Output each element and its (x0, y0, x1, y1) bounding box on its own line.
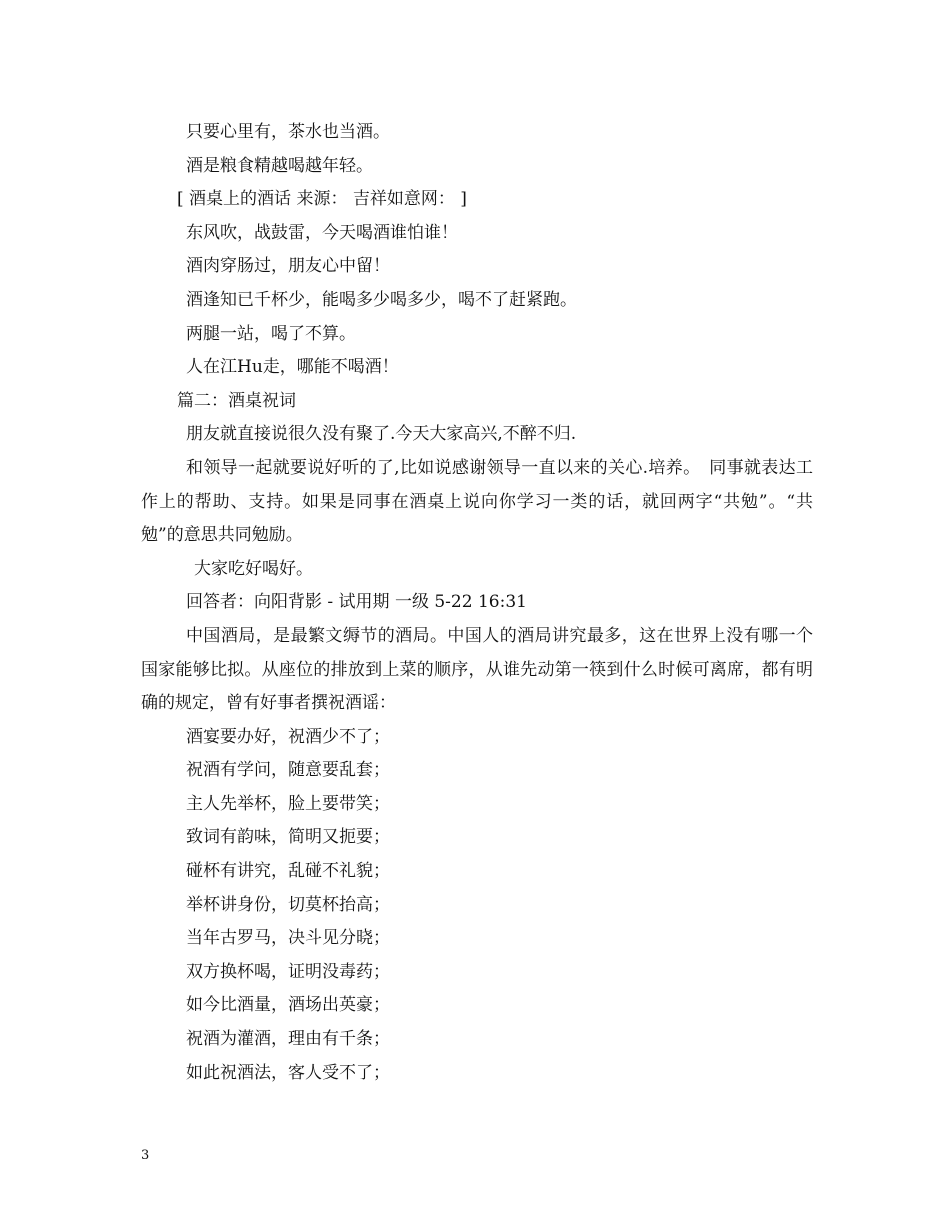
text-line: 只要心里有，茶水也当酒。 (186, 122, 390, 142)
verse-line: 双方换杯喝，证明没毒药； (186, 961, 390, 982)
page-number: 3 (141, 1148, 150, 1163)
text-line: 朋友就直接说很久没有聚了.今天大家高兴,不醉不归. (186, 424, 577, 445)
verse-line: 如今比酒量，酒场出英豪； (186, 995, 390, 1016)
text-line: 酒肉穿肠过，朋友心中留！ (186, 256, 390, 277)
text-line: 人在江Hu走，哪能不喝酒！ (186, 357, 399, 378)
section-title: 篇二：酒桌祝词 (177, 390, 296, 411)
verse-line: 祝酒为灌酒，理由有千条； (186, 1029, 390, 1050)
verse-line: 举杯讲身份，切莫杯抬高； (186, 894, 390, 915)
verse-line: 祝酒有学问，随意要乱套； (186, 760, 390, 781)
verse-line: 致词有韵味，简明又扼要； (186, 827, 390, 848)
text-line: 大家吃好喝好。 (194, 558, 313, 579)
text-line: 东风吹，战鼓雷，今天喝酒谁怕谁！ (186, 222, 458, 243)
text-line: 酒是粮食精越喝越年轻。 (186, 155, 373, 176)
page-content (141, 116, 813, 1090)
answerer-line: 回答者：向阳背影 - 试用期 一级 5-22 16:31 (186, 592, 527, 613)
verse-line: 当年古罗马，决斗见分晓； (186, 928, 390, 949)
text-line: 酒逢知已千杯少，能喝多少喝多少，喝不了赶紧跑。 (186, 289, 577, 310)
verse-line: 主人先举杯，脸上要带笑； (186, 793, 390, 814)
verse-line: 如此祝酒法，客人受不了； (186, 1062, 390, 1083)
verse-line: 碰杯有讲究，乱碰不礼貌； (186, 861, 390, 882)
verse-line: 酒宴要办好，祝酒少不了； (186, 726, 390, 747)
text-line: 两腿一站，喝了不算。 (186, 323, 356, 344)
source-line: [ 酒桌上的酒话 来源： 吉祥如意网： ] (177, 189, 467, 210)
leader-paragraph: 和领导一起就要说好听的了,比如说感谢领导一直以来的关心.培养。 同事就表达工作上的帮助、支持。如果是同事在酒桌上说向你学习一类的话，就回两字“共勉”。“共勉”的意思共同勉励。 (141, 457, 813, 546)
chinese-paragraph: 中国酒局，是最繁文缛节的酒局。中国人的酒局讲究最多，这在世界上没有哪一个国家能够比拟。从座位的排放到上菜的顺序，从谁先动第一筷到什么时候可离席，都有明确的规定，曾有好事者撰祝酒谣： (141, 625, 813, 714)
